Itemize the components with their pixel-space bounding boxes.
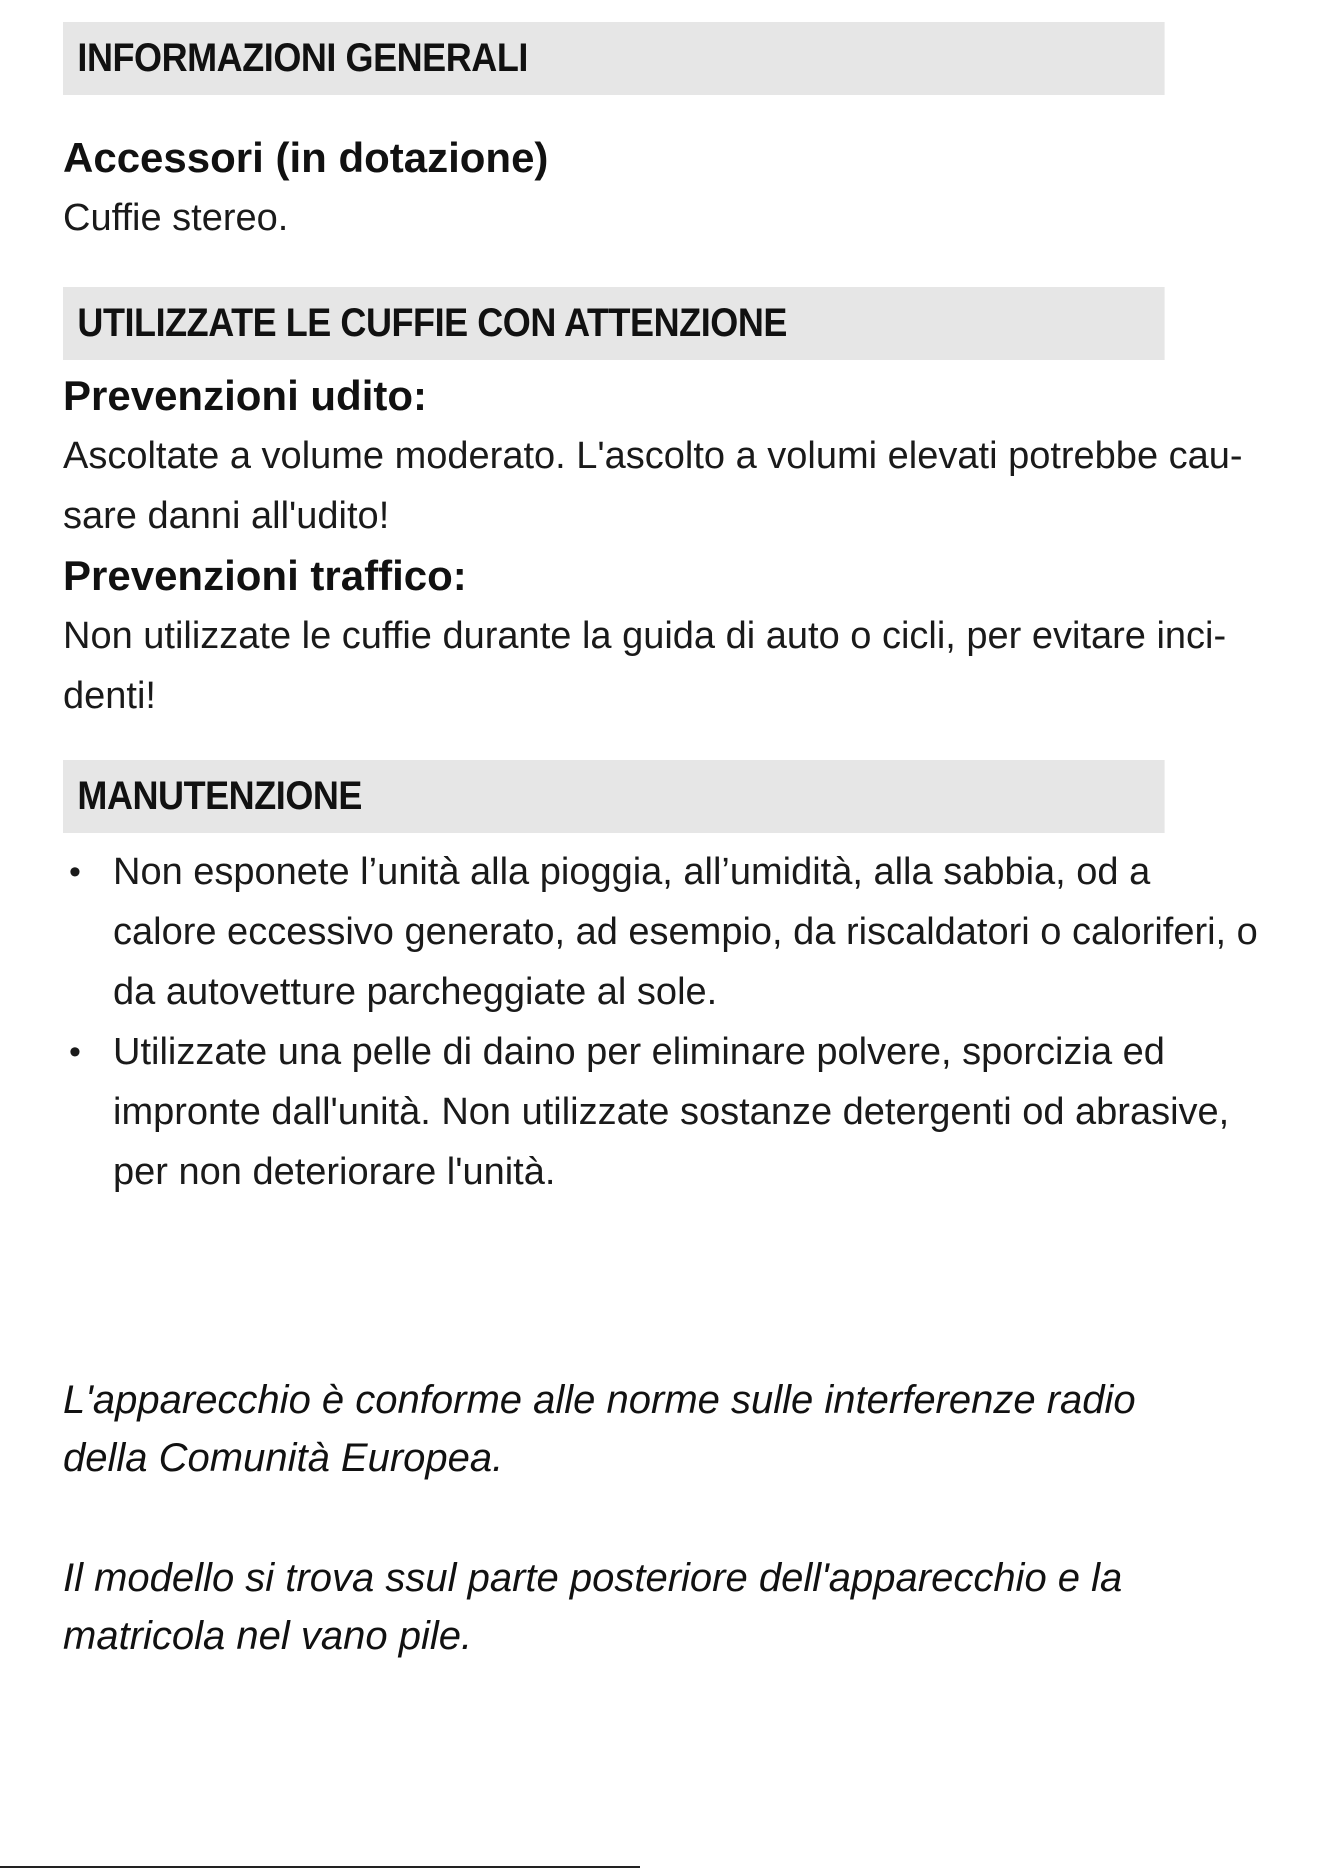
list-item-line: da autovetture parcheggiate al sole.: [113, 971, 718, 1013]
bullet-icon: •: [69, 853, 81, 891]
accessories-text: [63, 188, 1293, 248]
section-heading-headphones: [63, 287, 1165, 360]
traffic-paragraph: [63, 606, 1293, 726]
model-notice: [63, 1549, 1293, 1665]
list-item-line: Non esponete l’unità alla pioggia, all’umidità, alla sabbia, od a: [113, 851, 1151, 893]
paragraph-line: sare danni all'udito!: [63, 495, 390, 537]
notice-line: L'apparecchio è conforme alle norme sulle interferenze radio: [63, 1378, 1136, 1422]
accessories-subheading: Accessori (in dotazione): [63, 134, 549, 181]
paragraph-line: Non utilizzate le cuffie durante la guida di auto o cicli, per evitare inci-: [63, 615, 1227, 657]
section-heading-text: INFORMAZIONI GENERALI: [77, 36, 528, 80]
paragraph-line: Cuffie stereo.: [63, 197, 289, 239]
hearing-subheading: Prevenzioni udito:: [63, 372, 428, 419]
section-heading-text: UTILIZZATE LE CUFFIE CON ATTENZIONE: [77, 301, 787, 345]
traffic-subheading: Prevenzioni traffico:: [63, 552, 467, 599]
footer-divider: [0, 1866, 640, 1868]
paragraph-line: Ascoltate a volume moderato. L'ascolto a volumi elevati potrebbe cau-: [63, 435, 1243, 477]
maintenance-list: [63, 842, 1293, 1202]
paragraph-line: denti!: [63, 675, 156, 717]
list-item-line: impronte dall'unità. Non utilizzate sostanze detergenti od abrasive,: [113, 1091, 1230, 1133]
section-heading-general: [63, 22, 1165, 95]
notice-line: della Comunità Europea.: [63, 1436, 504, 1480]
list-item-line: per non deteriorare l'unità.: [113, 1151, 556, 1193]
section-heading-maintenance: [63, 760, 1165, 833]
list-item-line: Utilizzate una pelle di daino per eliminare polvere, sporcizia ed: [113, 1031, 1165, 1073]
list-item: [63, 1022, 1293, 1202]
conformity-notice: [63, 1371, 1293, 1487]
bullet-icon: •: [69, 1033, 81, 1071]
section-heading-text: MANUTENZIONE: [77, 774, 362, 818]
notice-line: Il modello si trova ssul parte posteriore dell'apparecchio e la: [63, 1556, 1123, 1600]
list-item: [63, 842, 1293, 1022]
list-item-line: calore eccessivo generato, ad esempio, da riscaldatori o caloriferi, o: [113, 911, 1258, 953]
hearing-paragraph: [63, 426, 1293, 546]
notice-line: matricola nel vano pile.: [63, 1614, 473, 1658]
